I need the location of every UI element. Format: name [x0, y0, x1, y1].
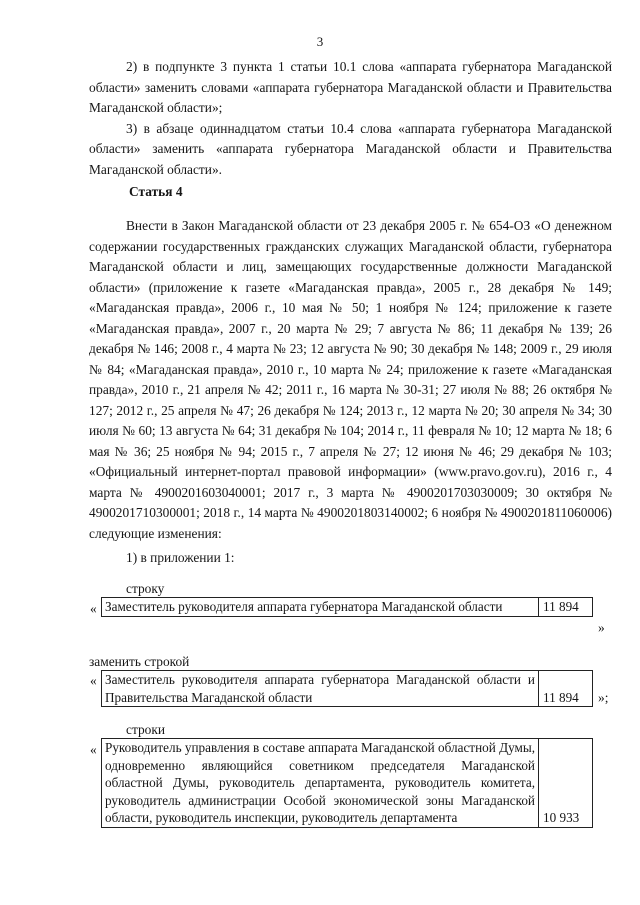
position-title: Заместитель руководителя аппарата губернатора Магаданской области и Правительства Магаданской области	[102, 671, 539, 707]
position-title: Руководитель управления в составе аппарата Магаданской областной Думы, одновременно являющийся советником председателя Магаданской областной Думы, руководитель департамента, руководитель комитета, руководитель администрации Особой экономической зоны Магаданской области, руководитель инспекции, руководитель департамента	[102, 739, 539, 828]
open-quote: «	[90, 742, 97, 757]
label-zamenit: заменить строкой	[89, 654, 190, 669]
article-heading: Статья 4	[129, 184, 183, 199]
salary-table-row	[101, 670, 593, 707]
article-body	[89, 216, 612, 544]
list-item-1: 1) в приложении 1:	[126, 550, 235, 565]
close-quote: »	[598, 620, 605, 635]
salary-value: 10 933	[539, 739, 593, 828]
open-quote: «	[90, 601, 97, 616]
salary-value: 11 894	[539, 598, 593, 617]
label-stroku: строку	[126, 581, 165, 596]
close-quote: »;	[598, 690, 609, 705]
position-title: Заместитель руководителя аппарата губернатора Магаданской области	[102, 598, 539, 617]
open-quote: «	[90, 673, 97, 688]
paragraph-item-2: 2) в подпункте 3 пункта 1 статьи 10.1 слова «аппарата губернатора Магаданской области» заменить словами «аппарата губернатора Магаданской области и Правительства Магаданской области»;	[89, 59, 612, 115]
page-number: 3	[316, 34, 324, 49]
article-4-paragraph: Внести в Закон Магаданской области от 23 декабря 2005 г. № 654-ОЗ «О денежном содержании государственных гражданских служащих Магаданской области, губернатора Магаданской области и лиц, замещающих государственные должности Магаданской области» (приложение к газете «Магаданская правда», 2005 г., 28 декабря № 149; «Магаданская правда», 2006 г., 10 мая № 50; 1 ноября № 124; приложение к газете «Магаданская правда», 2007 г., 20 марта № 29; 7 августа № 86; 11 декабря № 139; 26 декабря № 146; 2008 г., 4 марта № 23; 12 августа № 90; 30 декабря № 148; 2009 г., 29 июля № 84; «Магаданская правда», 2010 г., 10 марта № 24; приложение к газете «Магаданская правда», 2010 г., 21 апреля № 42; 2011 г., 16 марта № 30-31; 27 июля № 88; 26 октября № 127; 2012 г., 25 апреля № 47; 26 декабря № 124; 2013 г., 12 марта № 20; 30 апреля № 34; 30 июля № 60; 13 августа № 64; 31 декабря № 104; 2014 г., 11 февраля № 10; 12 марта № 18; 6 мая № 36; 25 ноября № 94; 2015 г., 7 апреля № 27; 12 июня № 46; 29 декабря № 103; «Официальный интернет-портал правовой информации» (www.pravo.gov.ru), 2016 г., 4 марта № 4900201603040001; 2017 г., 3 марта № 4900201703030009; 30 октября № 4900201710300001; 2018 г., 14 марта № 4900201803140002; 6 ноября № 4900201811060006) следующие изменения:	[89, 218, 612, 541]
paragraph-item-3: 3) в абзаце одиннадцатом статьи 10.4 слова «аппарата губернатора Магаданской области» заменить «аппарата губернатора Магаданской области и Правительства Магаданской области».	[89, 120, 612, 177]
label-stroki: строки	[126, 722, 166, 737]
salary-table-row	[101, 738, 593, 828]
salary-table-row	[101, 597, 593, 617]
amendment-paragraphs	[89, 57, 612, 180]
salary-value: 11 894	[539, 671, 593, 707]
